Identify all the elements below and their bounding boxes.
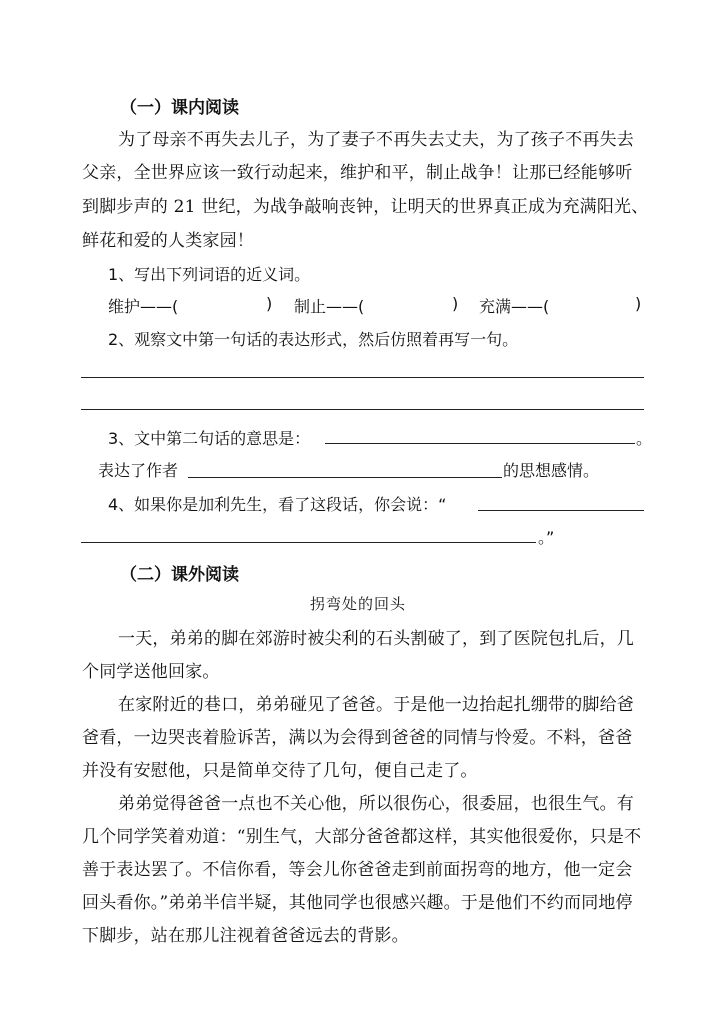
story-line: 个同学送他回家。 [82,662,220,682]
passage-line: 到脚步声的 21 世纪，为战争敲响丧钟，让明天的世界真正成为充满阳光、 [82,197,649,217]
story-line: 爸看，一边哭丧着脸诉苦，满以为会得到爸爸的同情与怜爱。不料，爸爸 [82,728,633,748]
synonym-paren-close: ) [266,294,273,313]
answer-blank [188,477,502,478]
story-line: 在家附近的巷口，弟弟碰见了爸爸。于是他一边抬起扎绷带的脚给爸 [118,695,634,715]
question-3-prompt: 3、文中第二句话的意思是： [108,429,311,448]
question-4-prompt: 4、如果你是加利先生，看了这段话，你会说：“ [108,495,447,514]
passage-line: 为了母亲不再失去儿子，为了妻子不再失去丈夫，为了孩子不再失去 [118,130,634,150]
story-line: 几个同学笑着劝道：“别生气，大部分爸爸都这样，其实他很爱你，只是不 [82,827,642,847]
passage-line: 父亲，全世界应该一致行动起来，维护和平，制止战争！让那已经能够听 [82,163,633,183]
synonym-paren-close: ) [635,294,642,313]
answer-line [81,409,644,410]
question-3-line2-end: 的思想感情。 [503,461,600,480]
passage-line: 鲜花和爱的人类家园！ [82,231,254,251]
story-line: 弟弟觉得爸爸一点也不关心他，所以很伤心，很委屈，也很生气。有 [118,794,634,814]
question-4-end-mark: 。” [538,528,555,547]
answer-blank [81,542,536,543]
answer-blank [478,510,644,511]
answer-line [81,377,644,378]
answer-blank [325,443,635,444]
story-line: 善于表达罢了。不信你看，等会儿你爸爸走到前面拐弯的地方，他一定会 [82,860,633,880]
synonym-word: 维护——( [108,297,179,316]
story-title: 拐弯处的回头 [310,595,407,613]
section-heading-in-class-reading: （一）课内阅读 [120,98,239,118]
question-3-line2-start: 表达了作者 [98,461,179,480]
question-1-prompt: 1、写出下列词语的近义词。 [108,265,311,284]
question-2-prompt: 2、观察文中第一句话的表达形式，然后仿照着再写一句。 [108,330,519,349]
synonym-paren-close: ) [452,294,459,313]
story-line: 回头看你。”弟弟半信半疑，其他同学也很感兴趣。于是他们不约而同地停 [82,893,633,913]
synonym-word: 充满——( [479,297,550,316]
story-line: 并没有安慰他，只是简单交待了几句，便自己走了。 [82,761,478,781]
synonym-word: 制止——( [294,297,365,316]
story-line: 一天，弟弟的脚在郊游时被尖利的石头割破了，到了医院包扎后，几 [118,629,634,649]
question-3-end-mark: 。 [636,429,653,448]
section-heading-extracurricular-reading: （二）课外阅读 [120,565,239,585]
story-line: 下脚步，站在那儿注视着爸爸远去的背影。 [82,926,409,946]
